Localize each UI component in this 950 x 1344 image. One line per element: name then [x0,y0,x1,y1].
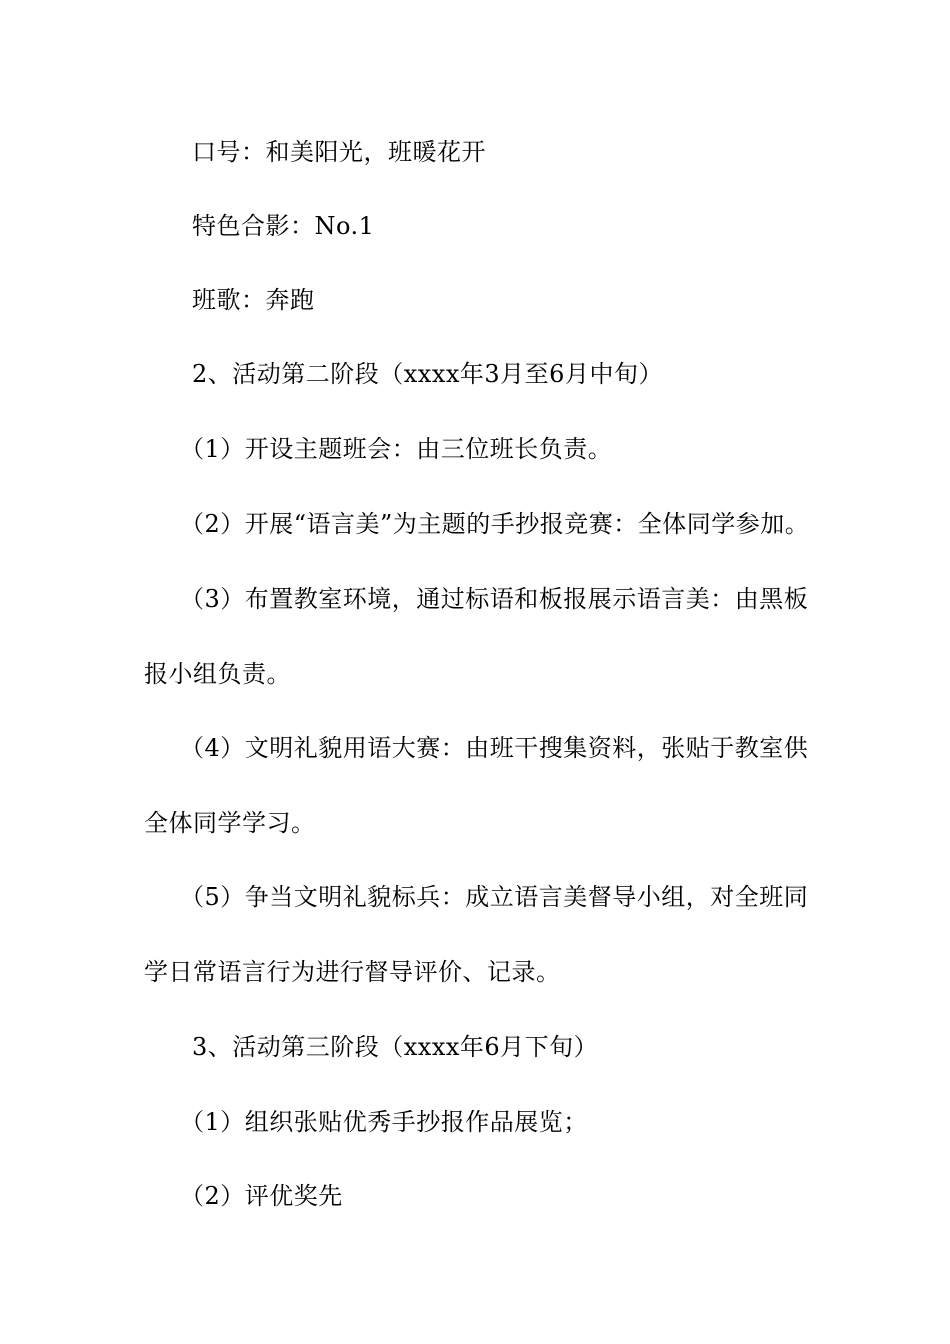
stage-two-item-4: （4）文明礼貌用语大赛：由班干搜集资料，张贴于教室供 [180,734,809,762]
slogan-line: 口号：和美阳光，班暖花开 [192,138,486,166]
stage-two-item-5: （5）争当文明礼貌标兵：成立语言美督导小组，对全班同 [180,883,809,911]
stage-two-heading: 2、活动第二阶段（xxxx年3月至6月中旬） [192,360,663,388]
stage-two-item-5-cont: 学日常语言行为进行督导评价、记录。 [144,958,561,986]
stage-two-item-4-cont: 全体同学学习。 [144,809,316,837]
class-song-line: 班歌：奔跑 [192,286,315,314]
stage-two-item-3: （3）布置教室环境，通过标语和板报展示语言美：由黑板 [180,585,809,613]
photo-line: 特色合影：No.1 [192,212,375,240]
stage-two-item-2: （2）开展“语言美”为主题的手抄报竞赛：全体同学参加。 [180,510,810,538]
stage-two-item-1: （1）开设主题班会：由三位班长负责。 [180,435,613,463]
stage-three-item-1: （1）组织张贴优秀手抄报作品展览； [180,1108,588,1136]
stage-three-item-2: （2）评优奖先 [180,1182,343,1210]
stage-two-item-3-cont: 报小组负责。 [144,660,291,688]
stage-three-heading: 3、活动第三阶段（xxxx年6月下旬） [192,1033,599,1061]
